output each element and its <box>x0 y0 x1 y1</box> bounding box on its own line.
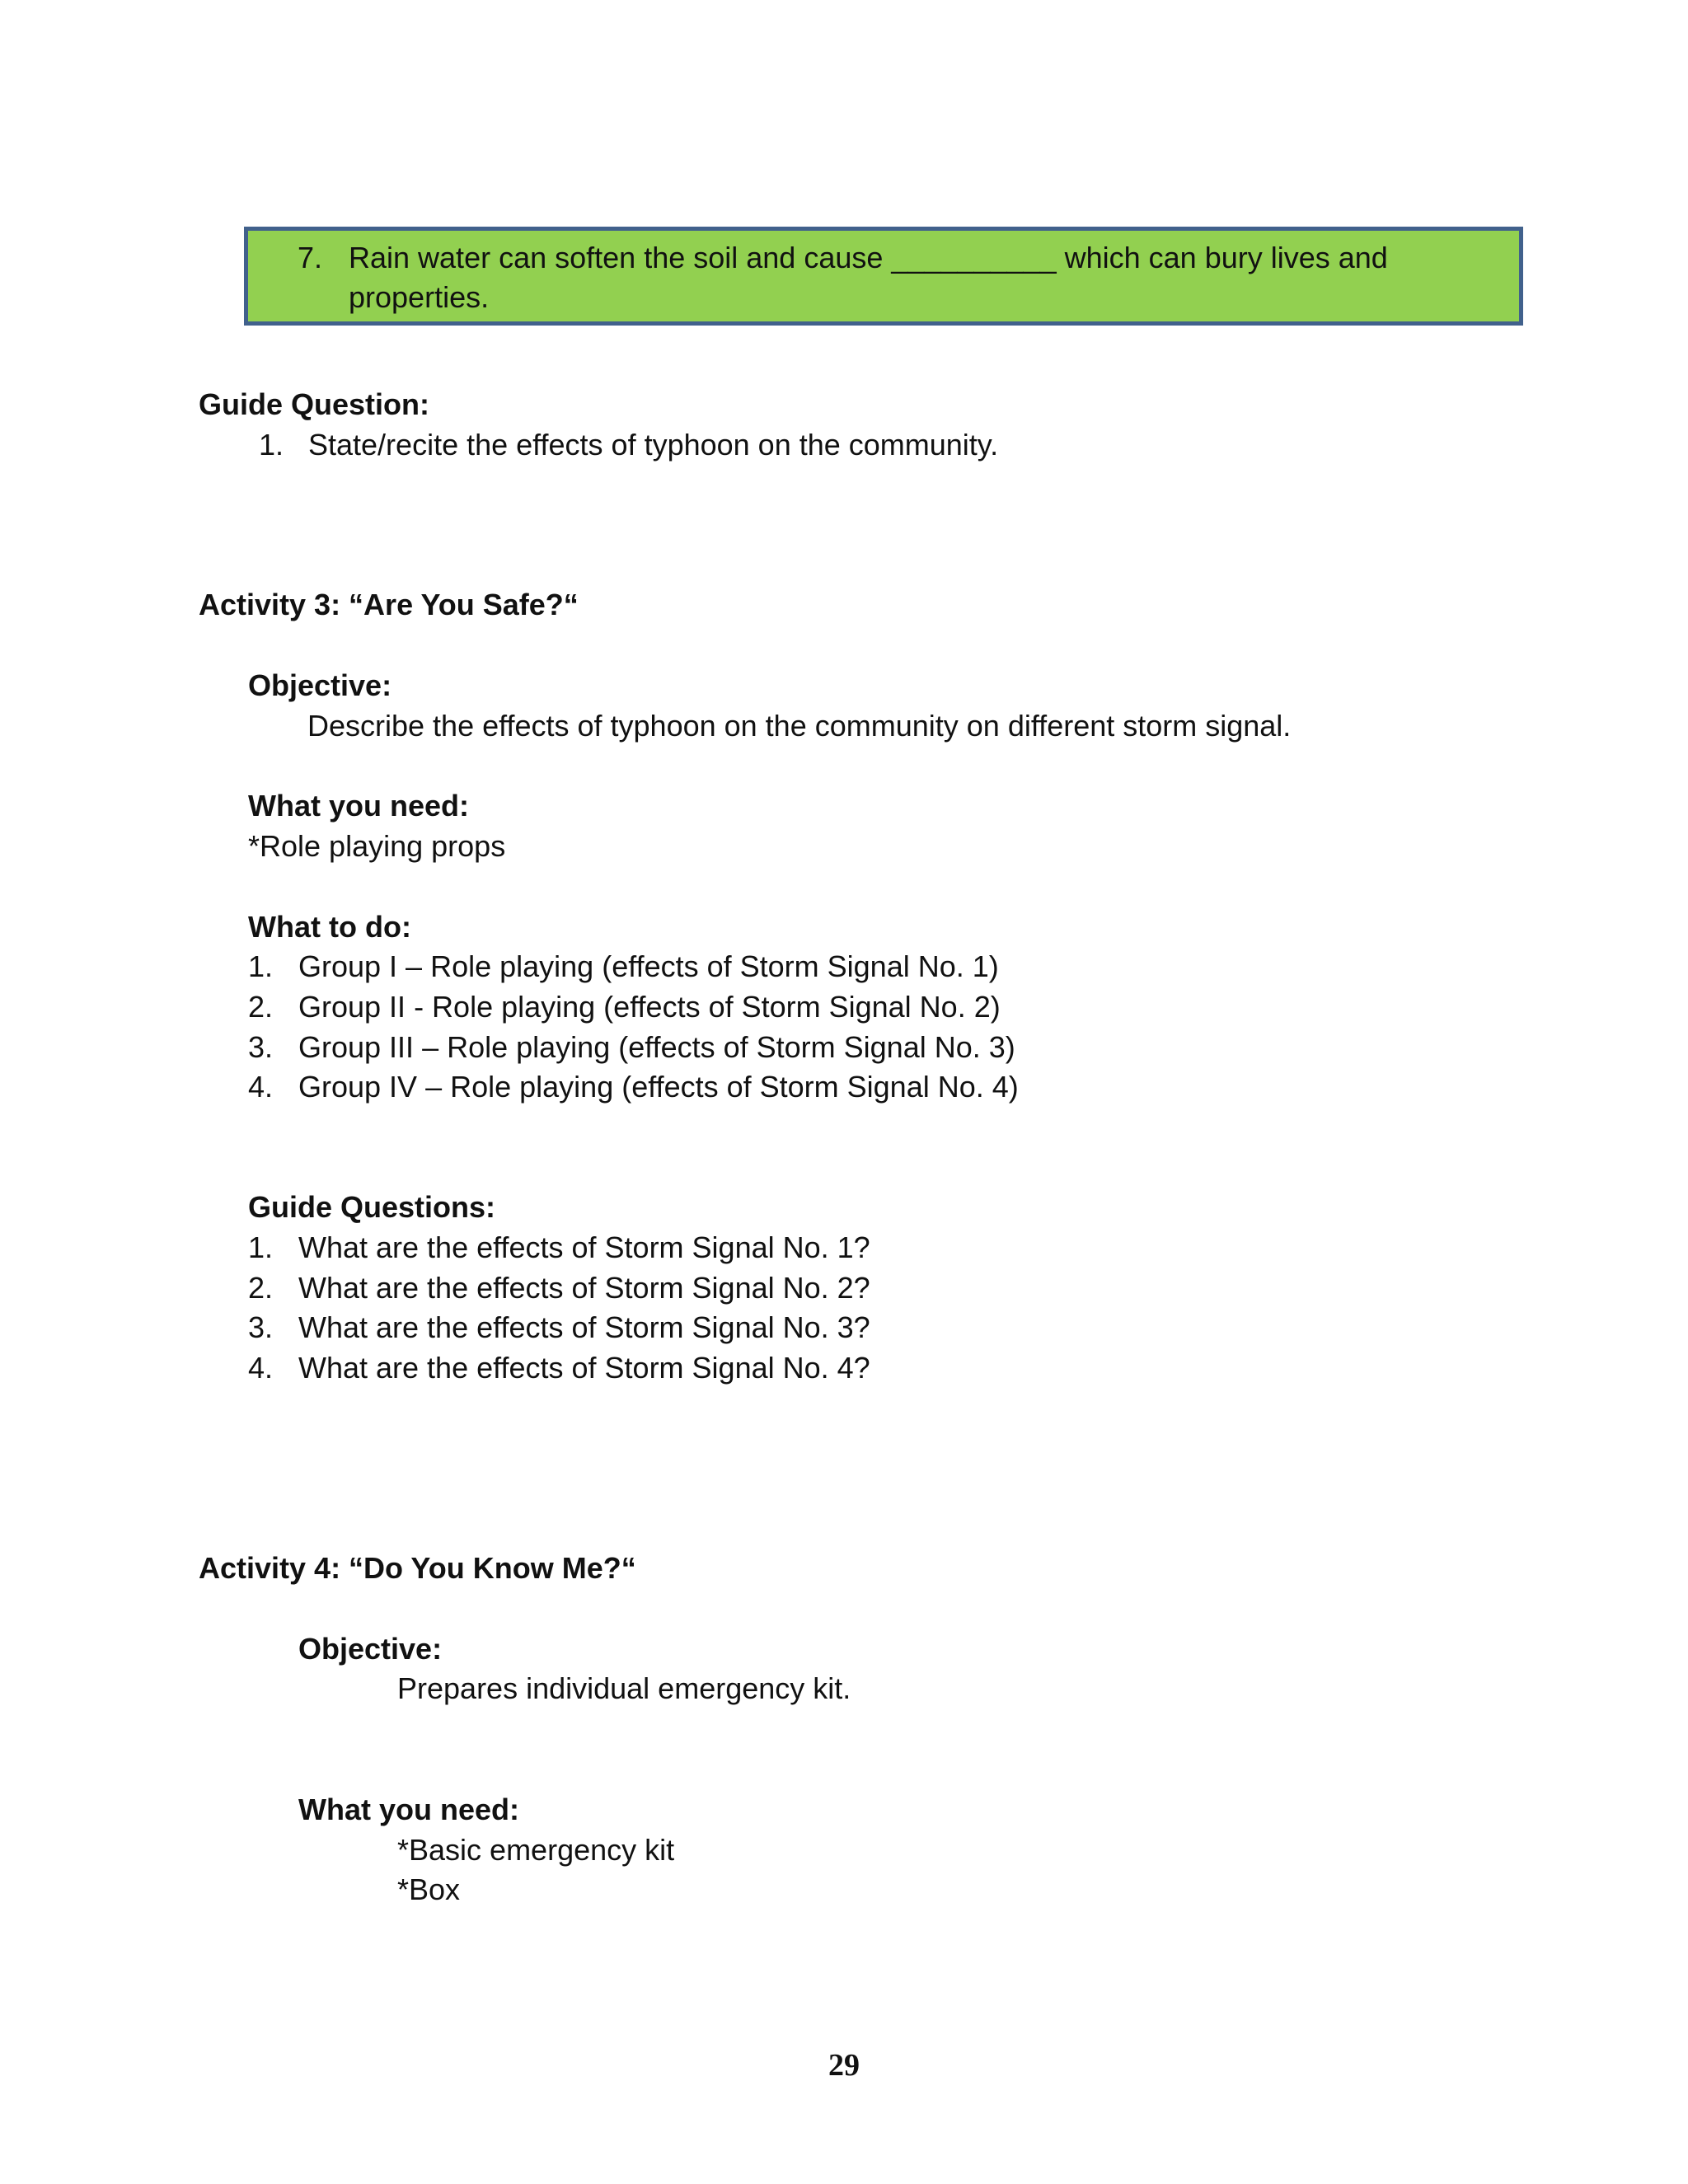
activity-3-questions-heading: Guide Questions: <box>248 1190 496 1224</box>
guide-question-item-number: 3. <box>248 1310 274 1344</box>
activity-3-objective-heading: Objective: <box>248 668 392 702</box>
todo-item-number: 4. <box>248 1070 274 1104</box>
activity-3-need-heading: What you need: <box>248 789 469 823</box>
todo-item-text: Group II - Role playing (effects of Storm Signal No. 2) <box>298 990 1001 1024</box>
question-number: 7. <box>298 241 323 274</box>
guide-question-item-number: 4. <box>248 1351 274 1385</box>
todo-item-number: 3. <box>248 1030 274 1064</box>
todo-item-text: Group III – Role playing (effects of Storm Signal No. 3) <box>298 1030 1015 1064</box>
todo-item-text: Group I – Role playing (effects of Storm Signal No. 1) <box>298 949 999 983</box>
page-number: 29 <box>828 2048 860 2083</box>
activity-3-title: Activity 3: “Are You Safe?“ <box>199 588 579 621</box>
activity-4-objective-heading: Objective: <box>298 1632 443 1666</box>
activity-4-need-item: *Box <box>397 1872 461 1906</box>
activity-4-objective-text: Prepares individual emergency kit. <box>397 1671 851 1705</box>
todo-item-text: Group IV – Role playing (effects of Storm Signal No. 4) <box>298 1070 1019 1104</box>
guide-question-text: State/recite the effects of typhoon on the community. <box>308 428 999 462</box>
activity-3-objective-text: Describe the effects of typhoon on the community on different storm signal. <box>307 709 1292 743</box>
guide-question-item-text: What are the effects of Storm Signal No. 2? <box>298 1271 870 1305</box>
activity-3-need-item: *Role playing props <box>248 829 506 863</box>
guide-question-item-number: 2. <box>248 1271 274 1305</box>
todo-item-number: 2. <box>248 990 274 1024</box>
activity-4-need-heading: What you need: <box>298 1793 519 1826</box>
guide-question-heading: Guide Question: <box>199 387 430 421</box>
question-text-line-1: Rain water can soften the soil and cause __________ which can bury lives and <box>349 241 1388 274</box>
guide-question-item-text: What are the effects of Storm Signal No. 3? <box>298 1310 870 1344</box>
highlighted-question-box <box>244 227 1523 326</box>
guide-question-number: 1. <box>259 428 284 462</box>
todo-item-number: 1. <box>248 949 274 983</box>
guide-question-item-text: What are the effects of Storm Signal No. 1? <box>298 1230 870 1264</box>
activity-3-todo-heading: What to do: <box>248 910 411 944</box>
activity-4-title: Activity 4: “Do You Know Me?“ <box>199 1551 636 1585</box>
guide-question-item-number: 1. <box>248 1230 274 1264</box>
activity-4-need-item: *Basic emergency kit <box>397 1833 675 1867</box>
guide-question-item-text: What are the effects of Storm Signal No. 4? <box>298 1351 870 1385</box>
question-text-line-2: properties. <box>349 280 490 314</box>
